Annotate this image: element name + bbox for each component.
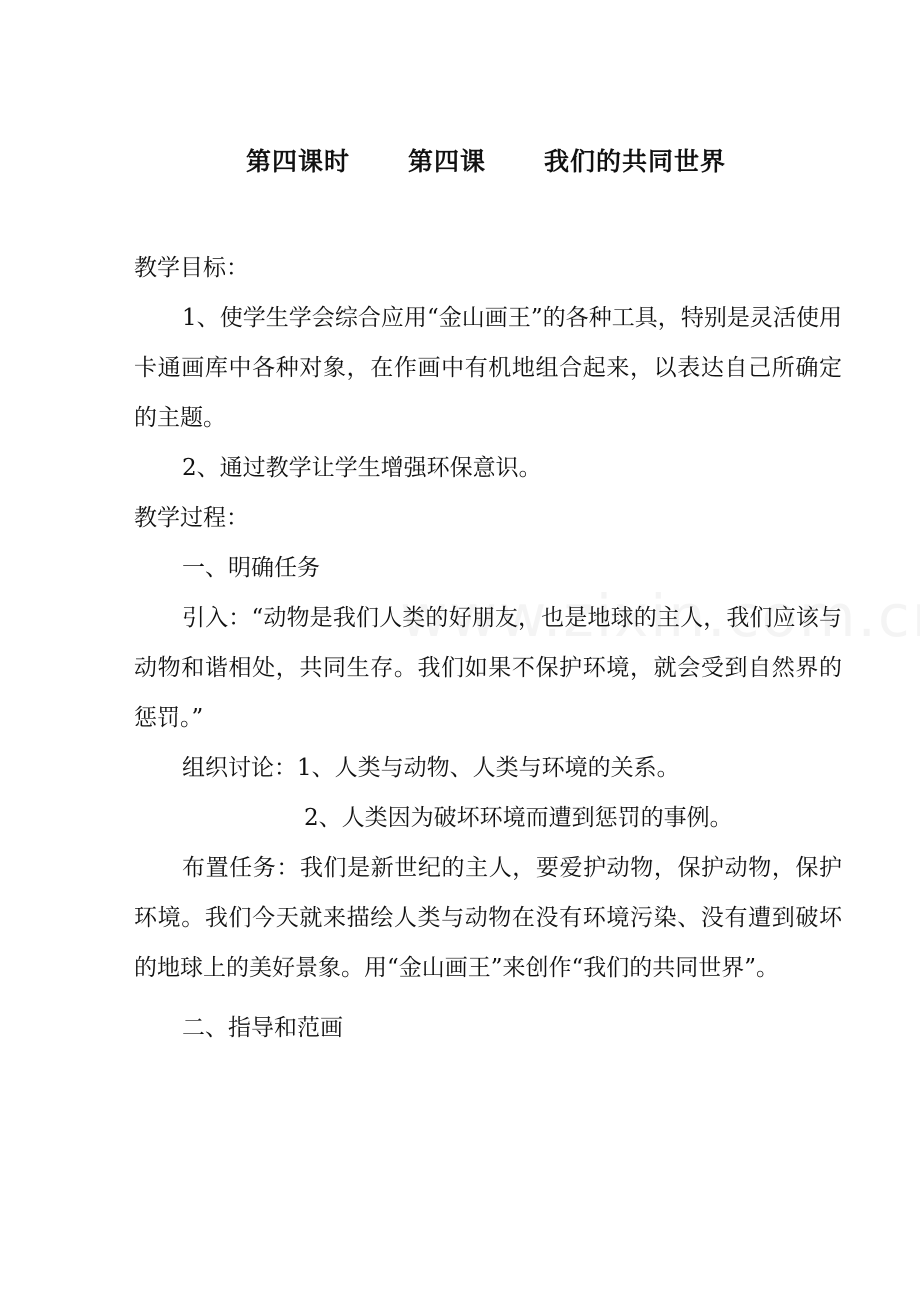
- goals-heading: 教学目标：: [134, 255, 249, 281]
- goal-2: 2、通过教学让学生增强环保意识。: [182, 455, 542, 481]
- title-lesson-period: 第四课时: [245, 147, 350, 176]
- title-lesson-name: 我们的共同世界: [544, 147, 727, 176]
- assignment-paragraph: 布置任务：我们是新世纪的主人，要爱护动物，保护动物，保护环境。我们今天就来描绘人类与动物在没有环境污染、没有遭到破坏的地球上的美好景象。用“金山画王”来创作“我们的共同世界”。: [134, 855, 842, 981]
- discussion-item-1: 组织讨论：1、人类与动物、人类与环境的关系。: [182, 755, 680, 781]
- title-lesson-number: 第四课: [407, 147, 486, 176]
- document-body: [134, 243, 842, 1053]
- process-heading: 教学过程：: [134, 505, 249, 531]
- discussion-item-2: 2、人类因为破坏环境而遭到惩罚的事例。: [304, 805, 733, 831]
- page-title: [0, 142, 920, 178]
- step-2-heading: 二、指导和范画: [182, 1015, 343, 1041]
- goal-1: 1、使学生学会综合应用“金山画王”的各种工具，特别是灵活使用卡通画库中各种对象，在作画中有机地组合起来，以表达自己所确定的主题。: [134, 305, 842, 431]
- intro-paragraph: 引入：“动物是我们人类的好朋友，也是地球的主人，我们应该与动物和谐相处，共同生存。我们如果不保护环境，就会受到自然界的惩罚。”: [134, 605, 842, 731]
- step-1-heading: 一、明确任务: [182, 555, 320, 581]
